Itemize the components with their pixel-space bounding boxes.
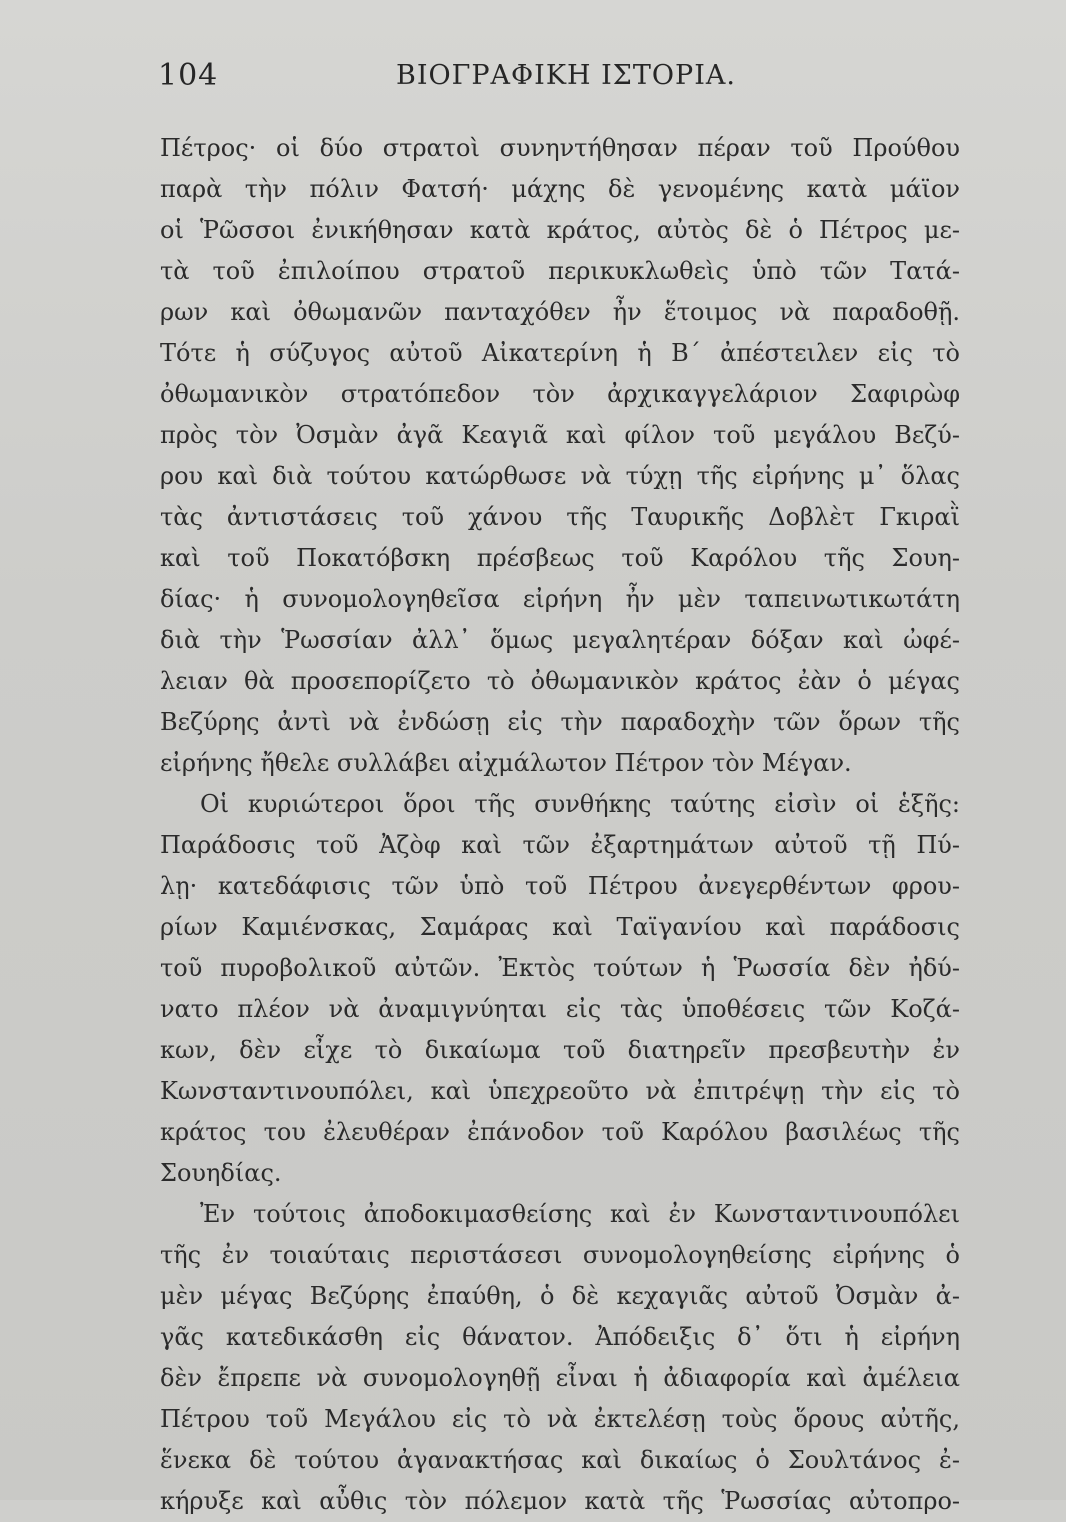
text-line: Οἱ κυριώτεροι ὅροι τῆς συνθήκης ταύτης εἰσὶν οἱ ἑξῆς: bbox=[200, 790, 960, 818]
text-line: λειαν θὰ προσεπορίζετο τὸ ὀθωμανικὸν κράτος ἐὰν ὁ μέγας bbox=[160, 667, 960, 695]
text-line: δὲν ἔπρεπε νὰ συνομολογηθῇ εἶναι ἡ ἀδιαφορία καὶ ἀμέλεια bbox=[160, 1364, 960, 1392]
text-line: Βεζύρης ἀντὶ νὰ ἐνδώσῃ εἰς τὴν παραδοχὴν τῶν ὅρων τῆς bbox=[160, 708, 960, 736]
running-title: ΒΙΟΓΡΑΦΙΚΗ ΙΣΤΟΡΙΑ. bbox=[396, 60, 736, 91]
text-line: κήρυξε καὶ αὖθις τὸν πόλεμον κατὰ τῆς Ῥωσσίας αὐτοπρο- bbox=[160, 1487, 960, 1515]
text-line: καὶ τοῦ Ποκατόβσκη πρέσβεως τοῦ Καρόλου τῆς Σουη- bbox=[160, 544, 960, 572]
text-line: κράτος του ἐλευθέραν ἐπάνοδον τοῦ Καρόλου βασιλέως τῆς bbox=[160, 1118, 960, 1146]
text-line: διὰ τὴν Ῥωσσίαν ἀλλ᾽ ὅμως μεγαλητέραν δόξαν καὶ ὠφέ- bbox=[160, 626, 960, 654]
body-text bbox=[160, 128, 960, 1522]
text-line: νατο πλέον νὰ ἀναμιγνύηται εἰς τὰς ὑποθέσεις τῶν Κοζά- bbox=[160, 995, 960, 1023]
text-line: γᾶς κατεδικάσθη εἰς θάνατον. Ἀπόδειξις δ᾽ ὅτι ἡ εἰρήνη bbox=[160, 1323, 960, 1351]
running-head bbox=[158, 58, 958, 98]
text-line: τοῦ πυροβολικοῦ αὐτῶν. Ἐκτὸς τούτων ἡ Ῥωσσία δὲν ἠδύ- bbox=[160, 954, 960, 982]
text-line: Ἐν τούτοις ἀποδοκιμασθείσης καὶ ἐν Κωνσταντινουπόλει bbox=[200, 1200, 960, 1228]
text-line: ρίων Καμιένσκας, Σαμάρας καὶ Ταϊγανίου καὶ παράδοσις bbox=[160, 913, 960, 941]
text-line: κων, δὲν εἶχε τὸ δικαίωμα τοῦ διατηρεῖν πρεσβευτὴν ἐν bbox=[160, 1036, 960, 1064]
text-line: ἕνεκα δὲ τούτου ἀγανακτήσας καὶ δικαίως ὁ Σουλτάνος ἐ- bbox=[160, 1446, 960, 1474]
text-line: πρὸς τὸν Ὀσμὰν ἀγᾶ Κεαγιᾶ καὶ φίλον τοῦ μεγάλου Βεζύ- bbox=[160, 421, 960, 449]
text-line: Σουηδίας. bbox=[160, 1159, 282, 1187]
text-line: παρὰ τὴν πόλιν Φατσή· μάχης δὲ γενομένης κατὰ μάϊον bbox=[160, 175, 960, 203]
text-line: τῆς ἐν τοιαύταις περιστάσεσι συνομολογηθείσης εἰρήνης ὁ bbox=[160, 1241, 960, 1269]
text-line: Πέτρου τοῦ Μεγάλου εἰς τὸ νὰ ἐκτελέσῃ τοὺς ὅρους αὐτῆς, bbox=[160, 1405, 960, 1433]
text-line: οἱ Ῥῶσσοι ἐνικήθησαν κατὰ κράτος, αὐτὸς δὲ ὁ Πέτρος με- bbox=[160, 216, 960, 244]
text-line: Παράδοσις τοῦ Ἀζὸφ καὶ τῶν ἐξαρτημάτων αὐτοῦ τῇ Πύ- bbox=[160, 831, 960, 859]
text-line: ρων καὶ ὀθωμανῶν πανταχόθεν ἦν ἕτοιμος νὰ παραδοθῇ. bbox=[160, 298, 960, 326]
text-line: λῃ· κατεδάφισις τῶν ὑπὸ τοῦ Πέτρου ἀνεγερθέντων φρου- bbox=[160, 872, 960, 900]
text-line: δίας· ἡ συνομολογηθεῖσα εἰρήνη ἦν μὲν ταπεινωτικωτάτη bbox=[160, 585, 960, 613]
text-line: τὰ τοῦ ἐπιλοίπου στρατοῦ περικυκλωθεὶς ὑπὸ τῶν Τατά- bbox=[160, 257, 960, 285]
text-line: ρου καὶ διὰ τούτου κατώρθωσε νὰ τύχῃ τῆς εἰρήνης μ᾽ ὅλας bbox=[160, 462, 960, 490]
text-line: Κωνσταντινουπόλει, καὶ ὑπεχρεοῦτο νὰ ἐπιτρέψῃ τὴν εἰς τὸ bbox=[160, 1077, 960, 1105]
text-line: εἰρήνης ἤθελε συλλάβει αἰχμάλωτον Πέτρον τὸν Μέγαν. bbox=[160, 749, 852, 777]
text-line: μὲν μέγας Βεζύρης ἐπαύθη, ὁ δὲ κεχαγιᾶς αὐτοῦ Ὀσμὰν ἀ- bbox=[160, 1282, 960, 1310]
text-line: ὀθωμανικὸν στρατόπεδον τὸν ἀρχικαγγελάριον Σαφιρὼφ bbox=[160, 380, 960, 408]
text-line: Πέτρος· οἱ δύο στρατοὶ συνηντήθησαν πέραν τοῦ Προύθου bbox=[160, 134, 960, 162]
text-line: τὰς ἀντιστάσεις τοῦ χάνου τῆς Ταυρικῆς Δοβλὲτ Γκιραῒ bbox=[160, 503, 960, 531]
page-number: 104 bbox=[158, 58, 219, 93]
text-line: Τότε ἡ σύζυγος αὐτοῦ Αἰκατερίνη ἡ Β΄ ἀπέστειλεν εἰς τὸ bbox=[160, 339, 960, 367]
